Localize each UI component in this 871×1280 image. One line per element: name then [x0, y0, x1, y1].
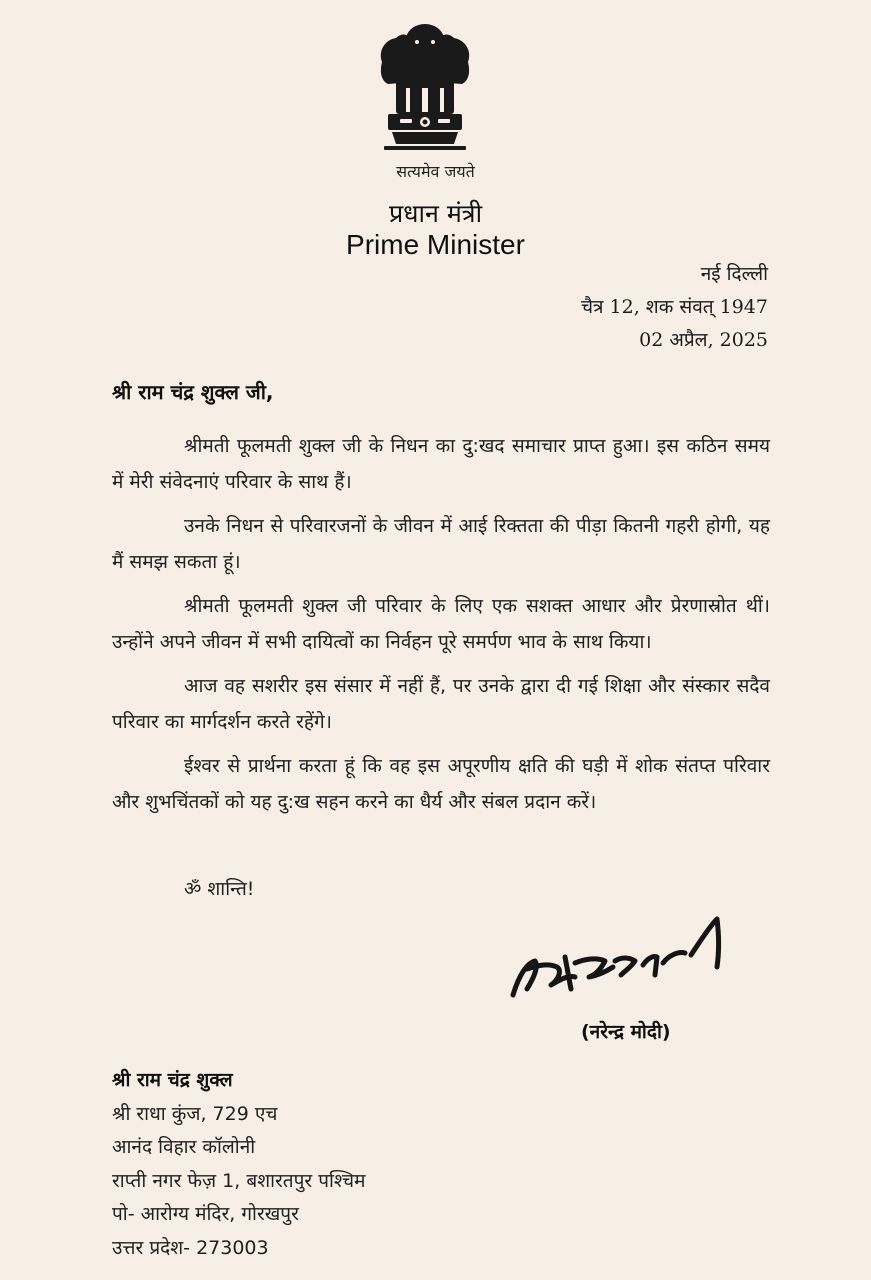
address-line: पो- आरोग्य मंदिर, गोरखपुर — [112, 1203, 299, 1225]
signer-name: (नरेन्द्र मोदी) — [581, 1021, 671, 1043]
salutation: श्री राम चंद्र शुक्ल जी, — [112, 380, 274, 404]
body-paragraph: आज वह सशरीर इस संसार में नहीं हैं, पर उनके द्वारा दी गई शिक्षा और संस्कार सदैव परिवार का मार्गदर्शन करते रहेंगे। — [112, 675, 770, 733]
closing-line: ॐ शान्ति! — [184, 878, 255, 900]
national-emblem-icon — [370, 22, 480, 162]
dateline-gregorian-date: 02 अप्रैल, 2025 — [639, 329, 768, 351]
recipient-name: श्री राम चंद्र शुक्ल — [112, 1069, 233, 1091]
office-title-english: Prime Minister — [346, 229, 525, 260]
address-line: आनंद विहार कॉलोनी — [112, 1136, 256, 1158]
recipient-address — [112, 1064, 365, 1265]
body-paragraph: उनके निधन से परिवारजनों के जीवन में आई रिक्तता की पीड़ा कितनी गहरी होगी, यह मैं समझ सकता हूं। — [112, 515, 770, 573]
dateline-place: नई दिल्ली — [700, 263, 768, 285]
address-line: राप्ती नगर फेज़ 1, बशारतपुर पश्चिम — [112, 1169, 366, 1192]
emblem-motto: सत्यमेव जयते — [396, 162, 475, 181]
address-line: श्री राधा कुंज, 729 एच — [112, 1102, 278, 1125]
handwritten-signature — [505, 905, 730, 1005]
body-paragraph: श्रीमती फूलमती शुक्ल जी के निधन का दु:खद समाचार प्राप्त हुआ। इस कठिन समय में मेरी संवेदनाएं परिवार के साथ हैं। — [112, 435, 770, 493]
body-paragraph: श्रीमती फूलमती शुक्ल जी परिवार के लिए एक सशक्त आधार और प्रेरणास्रोत थीं। उन्होंने अपने जीवन में सभी दायित्वों का निर्वहन पूरे समर्पण भाव के साथ किया। — [112, 595, 770, 653]
address-line: उत्तर प्रदेश- 273003 — [112, 1236, 269, 1259]
dateline-saka-date: चैत्र 12, शक संवत् 1947 — [580, 296, 768, 318]
office-title-hindi: प्रधान मंत्री — [388, 199, 483, 228]
letter-body — [112, 428, 770, 828]
dateline — [581, 258, 768, 357]
body-paragraph: ईश्वर से प्रार्थना करता हूं कि वह इस अपूरणीय क्षति की घड़ी में शोक संतप्त परिवार और शुभचिंतकों को यह दु:ख सहन करने का धैर्य और संबल प्रदान करें। — [112, 755, 770, 813]
